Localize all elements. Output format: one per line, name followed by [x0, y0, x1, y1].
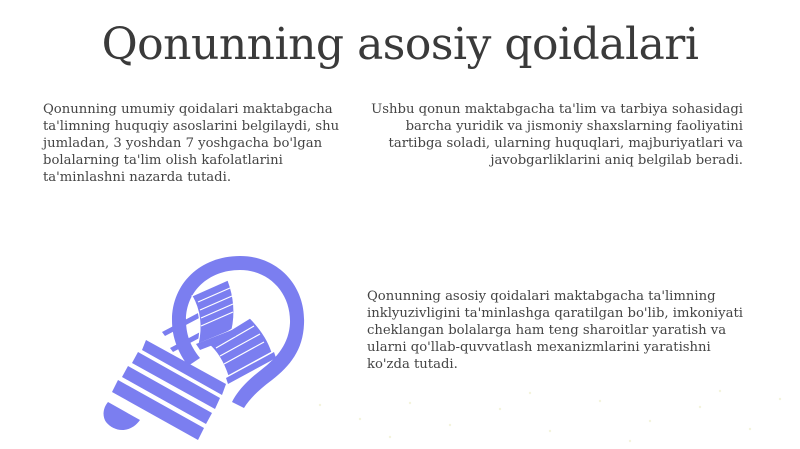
lightbulb-book-icon	[100, 252, 305, 448]
paragraph-bottom: Qonunning asosiy qoidalari maktabgacha ta'limning inklyuzivligini ta'minlashga qaratilgan bo'lib, imkoniyati cheklangan bolalarga ham teng sharoitlar yaratish va ularni qo'llab-quvvatlash mexanizmlarini yaratishni ko'zda tutadi.	[367, 289, 743, 372]
paragraph-left: Qonunning umumiy qoidalari maktabgacha ta'limning huquqiy asoslarini belgilaydi, shu jumladan, 3 yoshdan 7 yoshgacha bo'lgan bolalarning ta'lim olish kafolatlarini ta'minlashni nazarda tutadi.	[43, 102, 340, 185]
paragraph-right: Ushbu qonun maktabgacha ta'lim va tarbiya sohasidagi barcha yuridik va jismoniy shaxslarning faoliyatini tartibga soladi, ularning huquqlari, majburiyatlari va javobgarliklarini aniq belgilab beradi.	[371, 102, 743, 168]
slide-title: Qonunning asosiy qoidalari	[101, 19, 699, 70]
background-texture	[300, 385, 800, 449]
